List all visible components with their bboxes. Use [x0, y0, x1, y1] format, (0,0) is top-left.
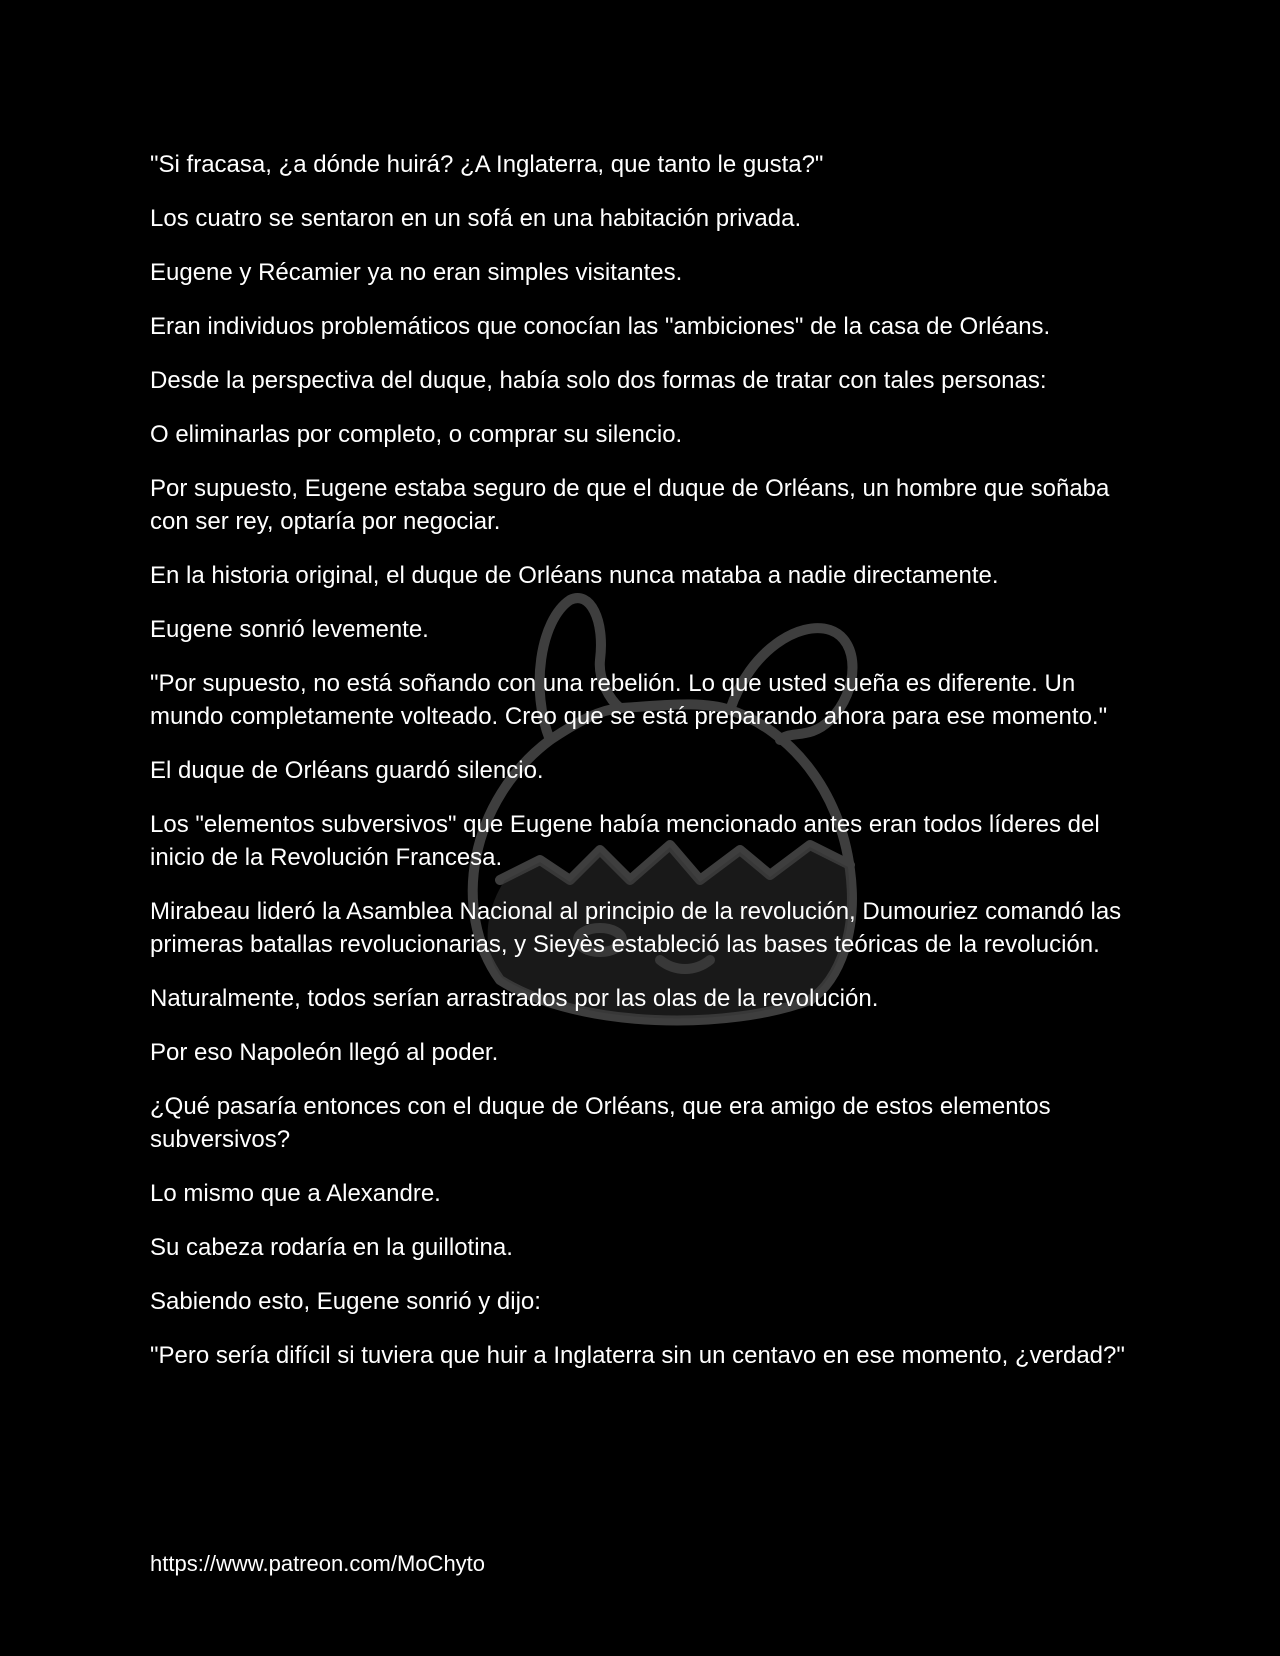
paragraph: Los "elementos subversivos" que Eugene había mencionado antes eran todos líderes del inicio de la Revolución Francesa. — [150, 811, 1100, 871]
paragraph: "Por supuesto, no está soñando con una rebelión. Lo que usted sueña es diferente. Un mundo completamente volteado. Creo que se está preparando ahora para ese momento." — [150, 670, 1108, 730]
patreon-link[interactable]: https://www.patreon.com/MoChyto — [150, 1551, 486, 1576]
paragraph: Eugene y Récamier ya no eran simples visitantes. — [150, 259, 683, 286]
paragraph: Sabiendo esto, Eugene sonrió y dijo: — [150, 1288, 541, 1315]
paragraph: En la historia original, el duque de Orléans nunca mataba a nadie directamente. — [150, 562, 999, 589]
paragraph: Eugene sonrió levemente. — [150, 616, 429, 643]
paragraph: Los cuatro se sentaron en un sofá en una habitación privada. — [150, 205, 802, 232]
paragraph: Su cabeza rodaría en la guillotina. — [150, 1234, 513, 1261]
paragraph: "Pero sería difícil si tuviera que huir a Inglaterra sin un centavo en ese momento, ¿verdad?" — [150, 1342, 1125, 1369]
paragraph: El duque de Orléans guardó silencio. — [150, 757, 544, 784]
paragraph: "Si fracasa, ¿a dónde huirá? ¿A Inglaterra, que tanto le gusta?" — [150, 151, 824, 178]
paragraph: O eliminarlas por completo, o comprar su silencio. — [150, 421, 683, 448]
paragraph: Por supuesto, Eugene estaba seguro de que el duque de Orléans, un hombre que soñaba con ser rey, optaría por negociar. — [150, 475, 1110, 535]
paragraph: Mirabeau lideró la Asamblea Nacional al principio de la revolución, Dumouriez comandó las primeras batallas revolucionarias, y Sieyès estableció las bases teóricas de la revolución. — [150, 898, 1122, 958]
paragraph: Por eso Napoleón llegó al poder. — [150, 1039, 499, 1066]
document-body — [150, 148, 1140, 1393]
paragraph: Eran individuos problemáticos que conocían las "ambiciones" de la casa de Orléans. — [150, 313, 1051, 340]
paragraph: Lo mismo que a Alexandre. — [150, 1180, 441, 1207]
paragraph: ¿Qué pasaría entonces con el duque de Orléans, que era amigo de estos elementos subversivos? — [150, 1093, 1051, 1153]
paragraph: Naturalmente, todos serían arrastrados por las olas de la revolución. — [150, 985, 879, 1012]
paragraph: Desde la perspectiva del duque, había solo dos formas de tratar con tales personas: — [150, 367, 1047, 394]
